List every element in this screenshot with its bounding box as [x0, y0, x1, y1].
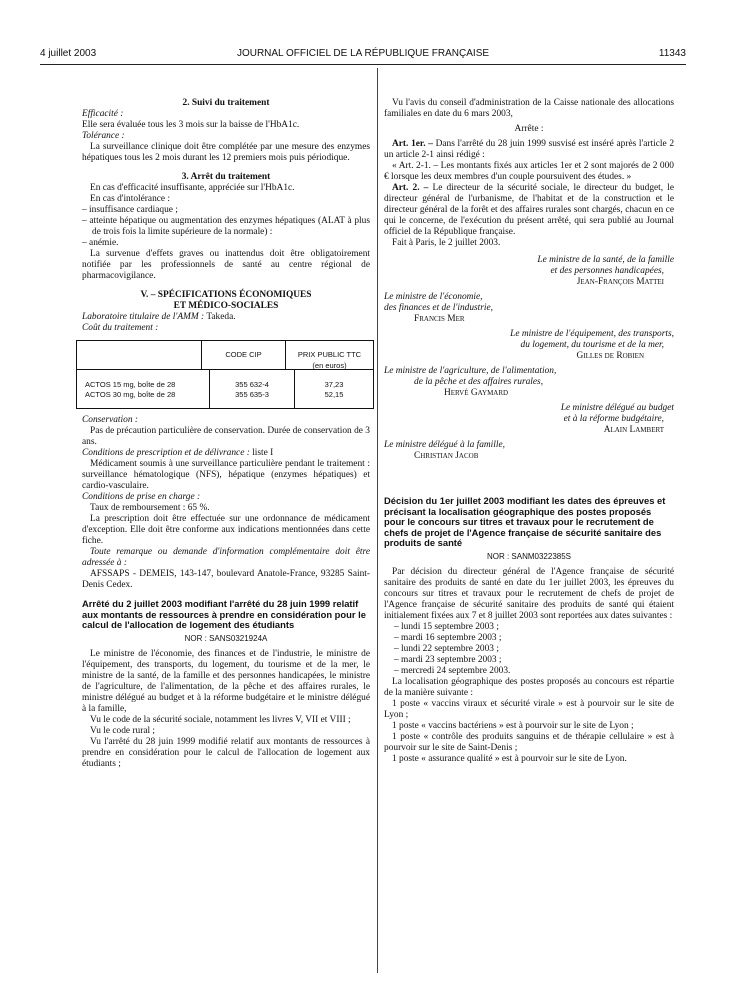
conditions-value: liste I [252, 448, 274, 458]
poste-item: 1 poste « vaccins viraux et sécurité virale » est à pourvoir sur le site de Lyon ; [384, 698, 674, 720]
table-cell-price: 52,15 [324, 390, 344, 399]
art1-text: Dans l'arrêté du 28 juin 1999 susvisé est inséré après l'article 2 un article 2-1 ainsi rédigé : [384, 139, 675, 160]
table-header-row [77, 341, 373, 370]
arret-text-3: La survenue d'effets graves ou inattendus doit être obligatoirement notifiée par les professionnels de santé au centre régional de pharmacovigilance. [82, 249, 370, 281]
arrete-paragraph: Le ministre de l'économie, des finances et de l'industrie, le ministre de l'équipement, des transports, du logement, du tourisme et de la mer, le ministre de la santé, de la famille et des personnes handicapées, le ministre de l'agriculture, de l'alimentation, de la pêche et des affaires rurales, le ministre délégué au budget et à la réforme budgétaire et le ministre délégué à la famille, [82, 648, 370, 714]
decision-title: Décision du 1er juillet 2003 modifiant les dates des épreuves et précisant la localisation géographique des postes proposés pour le concours sur titres et travaux pour le recrutement de chefs de projet de l'Agence française de sécurité sanitaire des produits de santé [384, 495, 666, 548]
poste-item: 1 poste « vaccins bactériens » est à pourvoir sur le site de Lyon ; [392, 720, 634, 731]
right-column [384, 68, 674, 765]
header-code-cip: CODE CIP [201, 341, 285, 369]
labo-label: Laboratoire titulaire de l'AMM : [82, 312, 205, 322]
signature-title: et des personnes handicapées, [550, 266, 664, 276]
page-number: 11343 [658, 48, 686, 59]
date-item: – lundi 15 septembre 2003 ; [394, 621, 499, 632]
table-body [77, 370, 373, 408]
section-suivi-title: 2. Suivi du traitement [182, 98, 270, 108]
signature-title: Le ministre de l'équipement, des transports, [510, 329, 674, 339]
arret-text-1: En cas d'efficacité insuffisante, appréciée sur l'HbA1c. [90, 183, 295, 193]
signature-title: Le ministre délégué à la famille, [384, 440, 505, 450]
date-item: – mercredi 24 septembre 2003. [394, 665, 511, 676]
avis-text: Vu l'avis du conseil d'administration de la Caisse nationale des allocations familiales en date du 6 mars 2003, [384, 98, 674, 119]
signature-name: Jean-François Mattei [576, 277, 664, 287]
signature-title: et à la réforme budgétaire, [563, 414, 664, 424]
decision-paragraph: Par décision du directeur général de l'Agence française de sécurité sanitaire des produits de santé en date du 1er juillet 2003, les épreuves du concours sur titres et travaux pour le recrutement de chefs de projet de l'Agence française de sécurité sanitaire des produits de santé qui étaient initialement fixées aux 7 et 8 juillet 2003 sont reportées aux dates suivantes : [384, 566, 674, 621]
arret-text-2: En cas d'intolérance : [90, 194, 171, 204]
remarque-text: Toute remarque ou demande d'information complémentaire doit être adressée à : [82, 547, 370, 568]
arrete-paragraph: Vu l'arrêté du 28 juin 1999 modifié relatif aux montants de ressources à prendre en considération pour le calcul de l'allocation de logement aux étudiants ; [82, 736, 370, 769]
afssaps-address: AFSSAPS - DEMEIS, 143-147, boulevard Anatole-France, 93285 Saint-Denis Cedex. [82, 569, 370, 590]
signature-block [384, 255, 674, 288]
tolerance-text: La surveillance clinique doit être complétée par une mesure des enzymes hépatiques tous les 2 mois durant les 12 premiers mois puis périodique. [82, 142, 370, 163]
conditions-text: Médicament soumis à une surveillance particulière pendant le traitement : surveillance hématologique (NFS), hépatique (enzymes hépatiques) et cardio-vasculaire. [82, 459, 370, 491]
prise-text-1: Taux de remboursement : 65 %. [90, 503, 210, 513]
arret-list-item: – insuffisance cardiaque ; [82, 205, 178, 215]
table-cell-code: 355 632-4 [235, 380, 269, 389]
signature-title: des finances et de l'industrie, [384, 303, 494, 313]
tolerance-label: Tolérance : [82, 131, 125, 141]
conservation-label: Conservation : [82, 415, 138, 425]
efficacite-text: Elle sera évaluée tous les 3 mois sur la baisse de l'HbA1c. [82, 120, 300, 130]
arrete-paragraph: Vu le code rural ; [90, 725, 156, 736]
signature-block [384, 329, 674, 362]
header-prix: PRIX PUBLIC TTC (en euros) [285, 341, 373, 369]
table-cell-name: ACTOS 30 mg, boîte de 28 [85, 390, 176, 399]
efficacite-label: Efficacité : [82, 109, 124, 119]
section-arret-title: 3. Arrêt du traitement [181, 172, 271, 182]
arret-list-item: – anémie. [82, 238, 119, 248]
signature-name: Hervé Gaymard [444, 388, 509, 398]
date-item: – lundi 22 septembre 2003 ; [394, 643, 499, 654]
decision-nor: NOR : SANM0322385S [486, 551, 572, 561]
signature-title: du logement, du tourisme et de la mer, [520, 340, 664, 350]
left-column [82, 68, 370, 770]
date-item: – mardi 16 septembre 2003 ; [394, 632, 502, 643]
column-divider [377, 68, 378, 973]
prise-text-2: La prescription doit être effectuée sur une ordonnance de médicament d'exception. Elle doit être conforme aux indications mentionnées dans cette fiche. [82, 514, 370, 546]
art2-label: Art. 2. – [392, 183, 429, 193]
signature-name: Gilles de Robien [576, 351, 644, 361]
table-cell-price: 37,23 [324, 380, 344, 389]
arret-list-item: – atteinte hépatique ou augmentation des enzymes hépatiques (ALAT à plus de trois fois la limite supérieure de la normale) : [82, 216, 370, 237]
signature-title: Le ministre de l'économie, [384, 292, 483, 302]
poste-item: 1 poste « assurance qualité » est à pourvoir sur le site de Lyon. [392, 753, 627, 764]
section-v-title-2: ET MÉDICO-SOCIALES [173, 301, 279, 311]
signature-name: Christian Jacob [414, 451, 479, 461]
arrete-title: Arrêté du 2 juillet 2003 modifiant l'arrêté du 28 juin 1999 relatif aux montants de ressources à prendre en considération pour le calcul de l'allocation de logement des étudiants [82, 598, 366, 630]
conditions-label: Conditions de prescription et de délivrance : [82, 448, 250, 458]
signature-title: de la pêche et des affaires rurales, [414, 377, 544, 387]
art2-text: Le directeur de la sécurité sociale, le directeur du budget, le directeur général de l'urbanisme, de l'habitat et de la construction et le directeur général de la forêt et des affaires rurales sont chargés, chacun en ce qui le concerne, de l'exécution du présent arrêté, qui sera publié au Journal officiel de la République française. [384, 183, 675, 237]
header-date: 4 juillet 2003 [40, 48, 97, 59]
signature-block [384, 366, 674, 399]
signature-title: Le ministre de l'agriculture, de l'alimentation, [384, 366, 557, 376]
art1-label: Art. 1er. – [392, 139, 433, 149]
signature-name: Alain Lambert [603, 425, 664, 435]
signature-block [384, 440, 674, 462]
price-table [76, 340, 374, 409]
labo-value: Takeda. [206, 312, 236, 322]
arrete-paragraph: Vu le code de la sécurité sociale, notamment les livres V, VII et VIII ; [90, 714, 351, 725]
art21-text: « Art. 2-1. – Les montants fixés aux articles 1er et 2 sont majorés de 2 000 € lorsque les deux membres d'un couple poursuivent des études. » [384, 161, 674, 182]
table-cell-name: ACTOS 15 mg, boîte de 28 [85, 380, 176, 389]
prise-label: Conditions de prise en charge : [82, 492, 201, 502]
signature-name: Francis Mer [414, 314, 465, 324]
arrete-nor: NOR : SANS0321924A [184, 633, 268, 643]
arrete-label: Arrête : [514, 124, 544, 134]
signature-block [384, 292, 674, 325]
signature-block [384, 403, 674, 436]
cout-label: Coût du traitement : [82, 323, 159, 333]
localisation-text: La localisation géographique des postes proposés au concours est répartie de la manière suivante : [384, 676, 674, 698]
fait-a-paris: Fait à Paris, le 2 juillet 2003. [392, 238, 501, 248]
journal-title: JOURNAL OFFICIEL DE LA RÉPUBLIQUE FRANÇAISE [236, 48, 490, 59]
poste-item: 1 poste « contrôle des produits sanguins et de thérapie cellulaire » est à pourvoir sur le site de Saint-Denis ; [384, 731, 674, 753]
page-header [40, 48, 686, 65]
section-v-title-1: V. – SPÉCIFICATIONS ÉCONOMIQUES [140, 290, 312, 300]
conservation-text: Pas de précaution particulière de conservation. Durée de conservation de 3 ans. [82, 426, 370, 447]
table-cell-code: 355 635-3 [235, 390, 269, 399]
signature-title: Le ministre délégué au budget [560, 403, 674, 413]
signature-title: Le ministre de la santé, de la famille [537, 255, 674, 265]
date-item: – mardi 23 septembre 2003 ; [394, 654, 502, 665]
